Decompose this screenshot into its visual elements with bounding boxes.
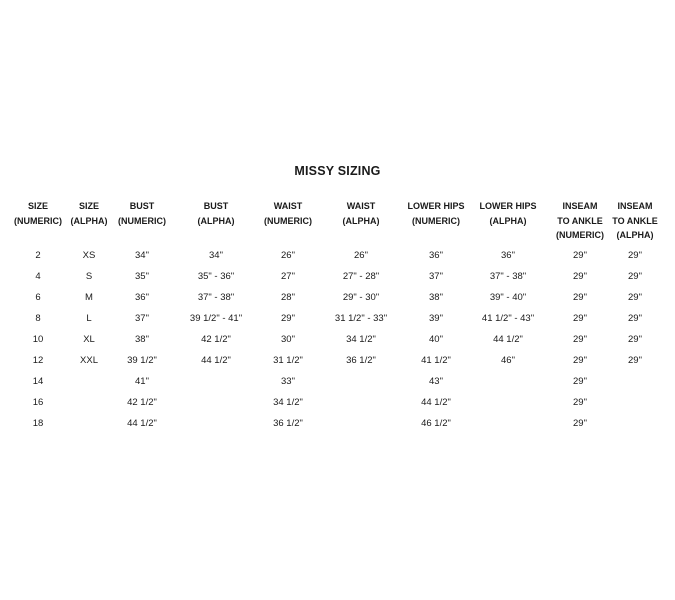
table-cell: 44 1/2" [201,355,231,366]
table-cell: 29" [628,313,642,324]
table-cell: 41 1/2" [421,355,451,366]
table-cell: 26" [281,250,295,261]
column-header-line: (NUMERIC) [14,215,62,226]
table-cell: 44 1/2" [421,397,451,408]
column-header [396,199,476,228]
table-cell: 37" [429,271,443,282]
table-cell: 29" [573,250,587,261]
table-cell: 39 1/2" - 41" [189,313,243,324]
table-cell: XS [82,250,96,261]
table-cell: 35" - 36" [197,271,235,282]
table-cell: 29" [281,313,295,324]
table-cell: 10 [32,334,44,345]
column-header [102,199,182,228]
table-cell: 34" [209,250,223,261]
table-cell: 36 1/2" [346,355,376,366]
column-header-line: BUST [129,201,155,211]
table-cell: 41 1/2" - 43" [481,313,535,324]
table-cell: 35" [135,271,149,282]
table-cell: 40" [429,334,443,345]
table-cell: 33" [281,376,295,387]
table-cell: XXL [80,355,98,366]
table-cell: 29" [628,355,642,366]
column-header-line: LOWER HIPS [479,201,537,211]
table-cell: 34 1/2" [273,397,303,408]
column-header-line: INSEAM [617,201,653,211]
table-cell: 4 [35,271,41,282]
table-cell: 44 1/2" [127,418,157,429]
table-cell: 29" [573,418,587,429]
table-cell: 29" [628,292,642,303]
table-cell: 39" [429,313,443,324]
table-cell: 29" [573,292,587,303]
table-cell: 36" [429,250,443,261]
table-cell: M [85,292,93,303]
table-cell: 8 [35,313,41,324]
column-header [248,199,328,228]
column-header-line: (NUMERIC) [118,215,166,226]
column-header-line: (ALPHA) [70,215,108,226]
column-header-line: TO ANKLE [612,215,658,226]
column-header-line: (NUMERIC) [412,215,460,226]
table-cell: 37" - 38" [197,292,235,303]
table-cell: 6 [35,292,41,303]
column-header-line: INSEAM [562,201,598,211]
table-cell: 31 1/2" [273,355,303,366]
table-cell: L [86,313,92,324]
table-cell: 18 [32,418,44,429]
table-cell: 36" [135,292,149,303]
table-cell: 39" - 40" [489,292,527,303]
table-cell: 29" - 30" [342,292,380,303]
table-cell: 29" [573,313,587,324]
table-cell: 46" [501,355,515,366]
table-cell: 30" [281,334,295,345]
table-cell: 29" [573,355,587,366]
table-cell: 29" [573,334,587,345]
table-cell: 12 [32,355,44,366]
table-cell: 36 1/2" [273,418,303,429]
table-cell: 16 [32,397,44,408]
column-header-line: (ALPHA) [197,215,235,226]
column-header [468,199,548,228]
column-header-line: LOWER HIPS [407,201,465,211]
table-cell: XL [83,334,95,345]
table-cell: 42 1/2" [127,397,157,408]
table-cell: 34 1/2" [346,334,376,345]
column-header-line: TO ANKLE [557,215,603,226]
table-cell: 27" - 28" [342,271,380,282]
table-cell: 38" [135,334,149,345]
table-cell: 38" [429,292,443,303]
column-header [595,199,675,243]
table-cell: 41" [135,376,149,387]
column-header-line: WAIST [273,201,303,211]
table-cell: 29" [573,397,587,408]
column-header-line: (ALPHA) [489,215,527,226]
column-header-line: (NUMERIC) [556,230,604,240]
table-cell: 39 1/2" [127,355,157,366]
column-header-line: SIZE [27,201,48,211]
table-cell: 29" [573,376,587,387]
table-cell: 37" - 38" [489,271,527,282]
column-header-line: (ALPHA) [342,215,380,226]
column-header-line: (NUMERIC) [264,215,312,226]
table-cell: 14 [32,376,44,387]
table-cell: 26" [354,250,368,261]
table-cell: 31 1/2" - 33" [334,313,388,324]
column-header-line: BUST [203,201,229,211]
column-header [321,199,401,228]
table-cell: 2 [35,250,41,261]
table-cell: S [85,271,93,282]
column-header-line: WAIST [346,201,376,211]
column-header-line: SIZE [78,201,99,211]
table-cell: 28" [281,292,295,303]
table-title: MISSY SIZING [294,164,381,178]
column-header [176,199,256,228]
table-cell: 43" [429,376,443,387]
table-cell: 29" [573,271,587,282]
column-header-line: (ALPHA) [616,230,654,240]
table-cell: 42 1/2" [201,334,231,345]
table-cell: 46 1/2" [421,418,451,429]
table-cell: 34" [135,250,149,261]
table-cell: 27" [281,271,295,282]
table-cell: 37" [135,313,149,324]
table-cell: 29" [628,271,642,282]
table-cell: 44 1/2" [493,334,523,345]
table-cell: 36" [501,250,515,261]
table-cell: 29" [628,334,642,345]
table-cell: 29" [628,250,642,261]
